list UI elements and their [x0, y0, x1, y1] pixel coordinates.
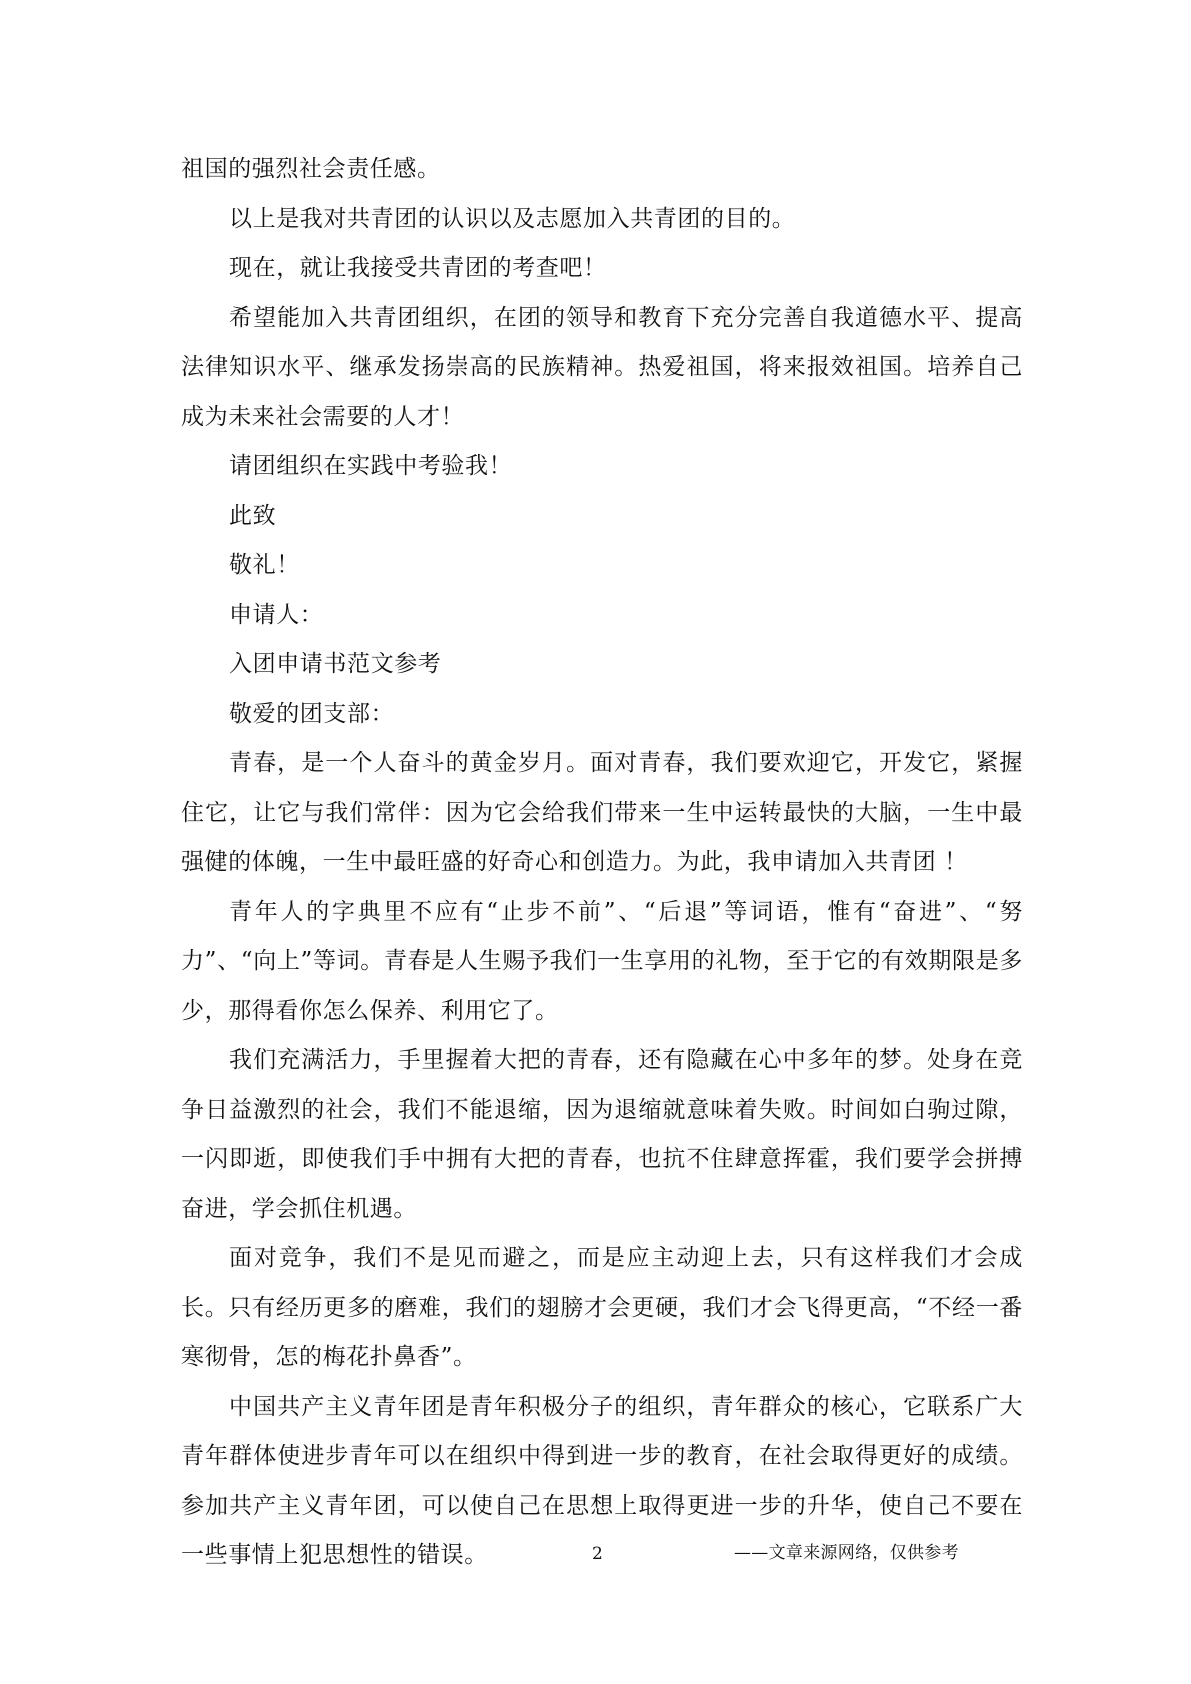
paragraph: 青春，是一个人奋斗的黄金岁月。面对青春，我们要欢迎它，开发它，紧握住它，让它与我们常伴：因为它会给我们带来一生中运转最快的大脑，一生中最强健的体魄，一生中最旺盛的好奇心和创造力。为此，我申请加入共青团 ！: [181, 750, 1023, 875]
paragraph: 青年人的字典里不应有“止步不前”、“后退”等词语，惟有“奋进”、“努力”、“向上”等词。青春是人生赐予我们一生享用的礼物，至于它的有效期限是多少，那得看你怎么保养、利用它了。: [181, 898, 1023, 1024]
paragraph: 希望能加入共青团组织，在团的领导和教育下充分完善自我道德水平、提高法律知识水平、继承发扬崇高的民族精神。热爱祖国，将来报效祖国。培养自己成为未来社会需要的人才！: [181, 304, 1023, 430]
paragraph: 敬礼！: [229, 552, 300, 578]
paragraph: 现在，就让我接受共青团的考查吧！: [229, 255, 607, 281]
document-body: [181, 145, 1023, 1581]
paragraph: 入团申请书范文参考: [229, 651, 442, 677]
paragraph: 敬爱的团支部：: [229, 700, 395, 727]
source-note: ——文章来源网络，仅供参考: [734, 1543, 959, 1563]
paragraph: 以上是我对共青团的认识以及志愿加入共青团的目的。: [229, 205, 796, 232]
paragraph: 面对竞争，我们不是见而避之，而是应主动迎上去，只有这样我们才会成长。只有经历更多的磨难，我们的翅膀才会更硬，我们才会飞得更高，“不经一番寒彻骨，怎的梅花扑鼻香”。: [181, 1245, 1023, 1370]
paragraph: 我们充满活力，手里握着大把的青春，还有隐藏在心中多年的梦。处身在竞争日益激烈的社会，我们不能退缩，因为退缩就意味着失败。时间如白驹过隙，一闪即逝，即使我们手中拥有大把的青春，也抗不住肆意挥霍，我们要学会拼搏奋进，学会抓住机遇。: [181, 1047, 1023, 1222]
page-number: 2: [592, 1544, 603, 1564]
paragraph: 此致: [229, 502, 277, 529]
paragraph: 申请人：: [229, 601, 324, 628]
paragraph: 请团组织在实践中考验我！: [229, 453, 513, 479]
paragraph: 中国共产主义青年团是青年积极分子的组织，青年群众的核心，它联系广大青年群体使进步青年可以在组织中得到进一步的教育，在社会取得更好的成绩。参加共产主义青年团，可以使自己在思想上取得更进一步的升华，使自己不要在一些事情上犯思想性的错误。: [181, 1393, 1023, 1568]
paragraph: 祖国的强烈社会责任感。: [181, 156, 441, 182]
